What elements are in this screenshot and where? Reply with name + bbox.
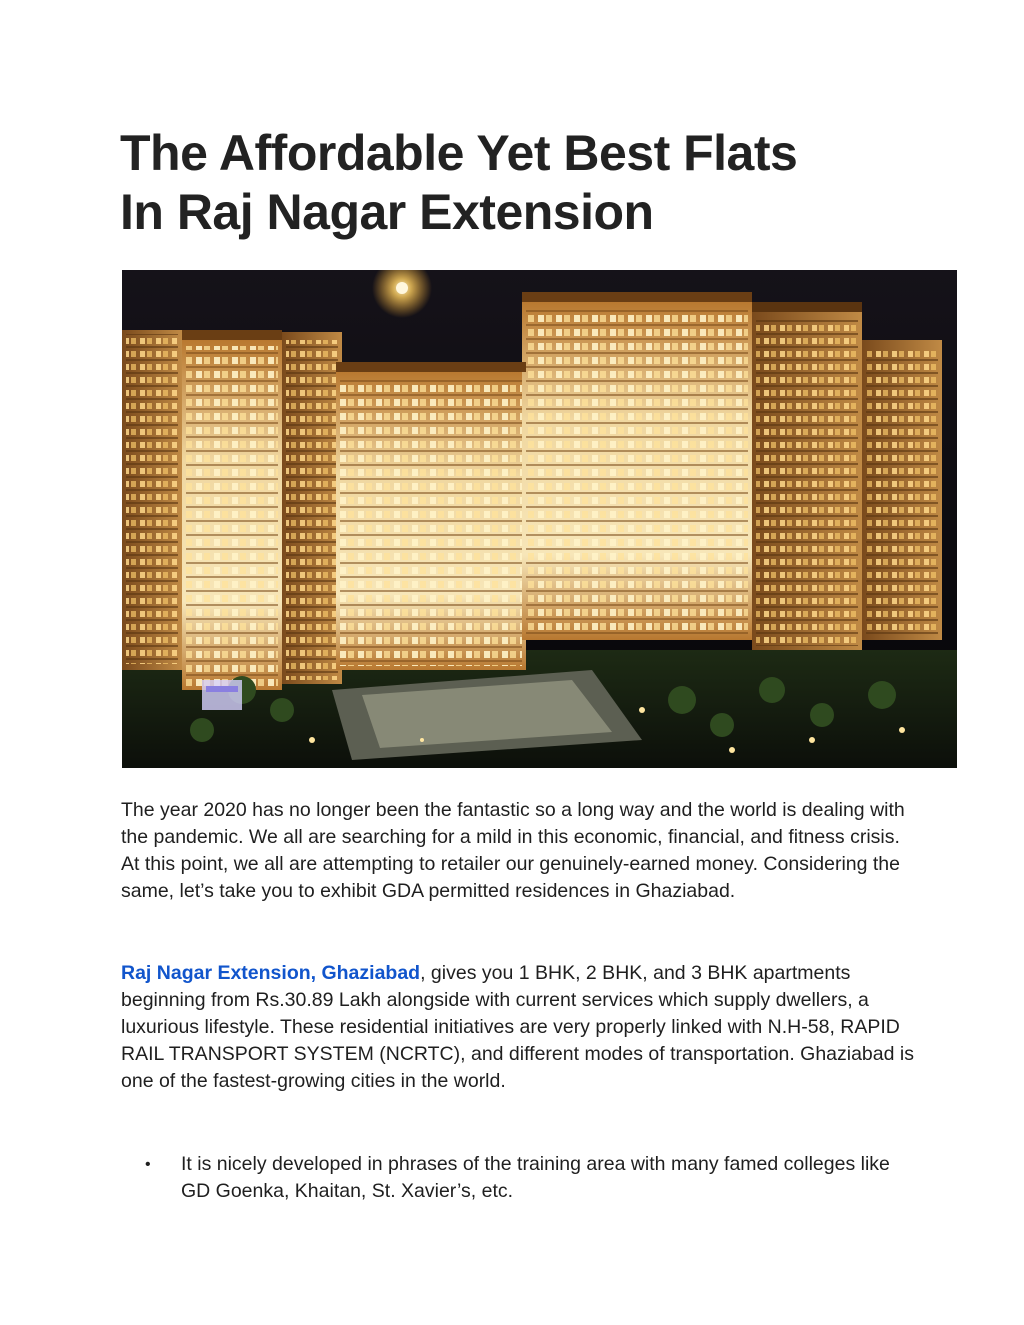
title-line-2: In Raj Nagar Extension xyxy=(120,184,654,240)
raj-nagar-extension-link[interactable]: Raj Nagar Extension, Ghaziabad xyxy=(121,962,421,984)
building-photo-icon xyxy=(122,270,957,768)
title-line-1: The Affordable Yet Best Flats xyxy=(120,125,798,181)
intro-paragraph: The year 2020 has no longer been the fantastic so a long way and the world is dealing with the pandemic. We all are searching for a mild in this economic, financial, and fitness crisis. At this point, we all are attempting to retailer our genuinely-earned money. Considering the same, let’s take you to exhibit GDA permitted residences in Ghaziabad. xyxy=(121,799,905,902)
page-title xyxy=(120,124,940,242)
location-paragraph xyxy=(121,960,921,1095)
list-item-text: It is nicely developed in phrases of the training area with many famed colleges like GD Goenka, Khaitan, St. Xavier’s, etc. xyxy=(181,1153,890,1202)
bullet-icon: • xyxy=(145,1156,151,1173)
hero-image xyxy=(122,270,957,768)
list-item xyxy=(121,1151,921,1205)
features-list xyxy=(121,1151,921,1205)
location-paragraph-text: , gives you 1 BHK, 2 BHK, and 3 BHK apartments beginning from Rs.30.89 Lakh alongside with current services which supply dwellers, a luxurious lifestyle. These residential initiatives are very properly linked with N.H-58, RAPID RAIL TRANSPORT SYSTEM (NCRTC), and different modes of transportation. Ghaziabad is one of the fastest-growing cities in the world. xyxy=(121,962,914,1092)
